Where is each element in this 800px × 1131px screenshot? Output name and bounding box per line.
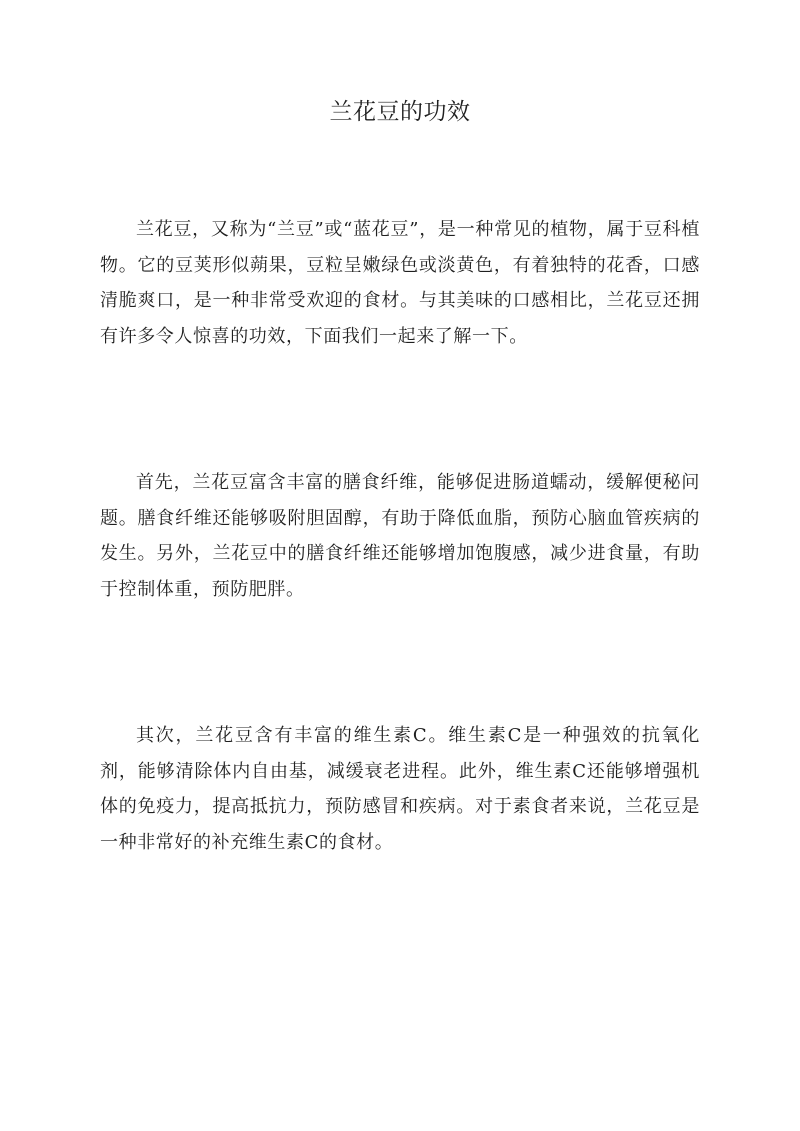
paragraph-intro: 兰花豆，又称为“兰豆”或“蓝花豆”，是一种常见的植物，属于豆科植物。它的豆荚形似蒴果，豆粒呈嫩绿色或淡黄色，有着独特的花香，口感清脆爽口，是一种非常受欢迎的食材。与其美味的口感相比，兰花豆还拥有许多令人惊喜的功效，下面我们一起来了解一下。 — [100, 219, 700, 347]
paragraph-vitamin-c: 其次，兰花豆含有丰富的维生素C。维生素C是一种强效的抗氧化剂，能够清除体内自由基，减缓衰老进程。此外，维生素C还能够增强机体的免疫力，提高抵抗力，预防感冒和疾病。对于素食者来说，兰花豆是一种非常好的补充维生素C的食材。 — [100, 725, 700, 853]
document-title: 兰花豆的功效 — [329, 99, 471, 125]
paragraph-dietary-fiber: 首先，兰花豆富含丰富的膳食纤维，能够促进肠道蠕动，缓解便秘问题。膳食纤维还能够吸附胆固醇，有助于降低血脂，预防心脑血管疾病的发生。另外，兰花豆中的膳食纤维还能够增加饱腹感，减少进食量，有助于控制体重，预防肥胖。 — [100, 472, 700, 600]
